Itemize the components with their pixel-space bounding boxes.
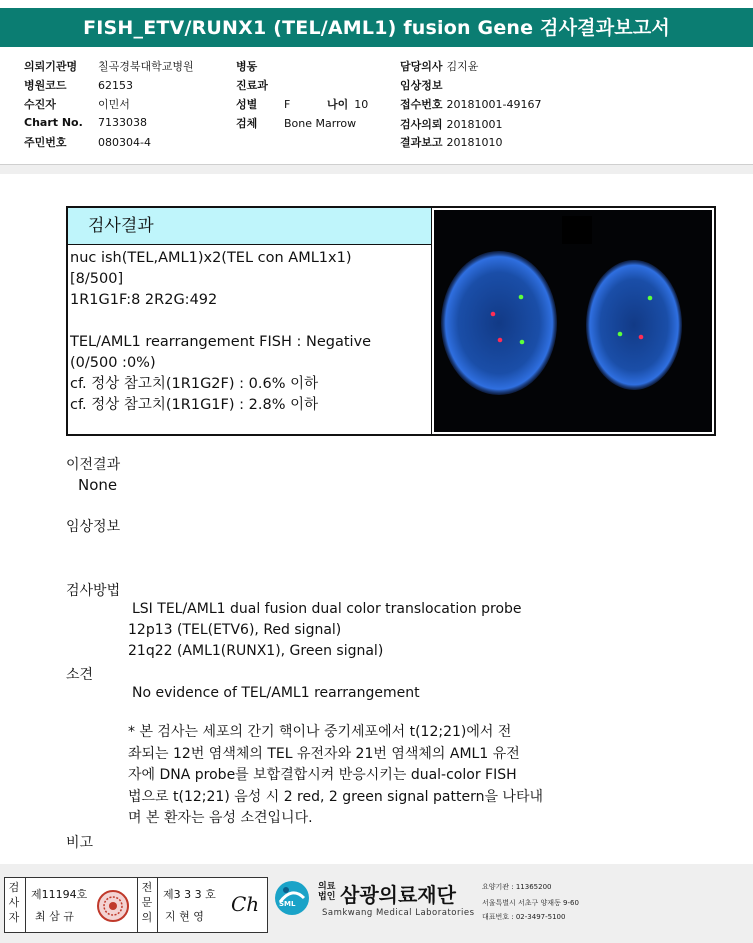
- sml-logo-icon: [272, 878, 312, 918]
- fish-dark-patch: [562, 216, 592, 244]
- result-line: cf. 정상 참고치(1R1G2F) : 0.6% 이하: [70, 376, 319, 392]
- field-report-date: 결과보고 20181010: [400, 136, 503, 149]
- header-shadow-band: [0, 165, 753, 174]
- specialist-license-no: 제3 3 3 호: [163, 888, 216, 901]
- result-heading: 검사결과: [68, 208, 432, 245]
- field-age: 나이 10: [327, 98, 369, 111]
- org-english-name: Samkwang Medical Laboratories: [322, 908, 475, 918]
- field-hospital-code: 병원코드 62153: [24, 79, 133, 92]
- org-type-label: 의료 법인: [318, 882, 336, 902]
- organization-logo-area: [270, 872, 750, 938]
- green-signal: [519, 295, 524, 300]
- result-line: cf. 정상 참고치(1R1G1F) : 2.8% 이하: [70, 397, 319, 413]
- note-line: * 본 검사는 세포의 간기 핵이나 중기세포에서 t(12;21)에서 전: [128, 724, 512, 740]
- signature-box: [4, 877, 268, 933]
- remarks-label: 비고: [66, 835, 94, 851]
- field-sex: 성별 F: [236, 98, 291, 111]
- specialist-signature: Ch: [231, 892, 260, 916]
- field-ward: 병동: [236, 60, 258, 73]
- result-line: 1R1G1F:8 2R2G:492: [70, 292, 218, 308]
- examiner-seal-icon: [95, 888, 131, 924]
- examiner-vertical-label: 검 사 자: [8, 881, 20, 924]
- method-label: 검사방법: [66, 583, 121, 599]
- note-line: 자에 DNA probe를 보합결합시켜 반응시키는 dual-color FISH: [128, 767, 517, 783]
- findings-value: No evidence of TEL/AML1 rearrangement: [132, 685, 420, 701]
- method-line: LSI TEL/AML1 dual fusion dual color translocation probe: [132, 601, 522, 617]
- red-signal: [639, 335, 644, 340]
- field-receipt-no: 접수번호 20181001-49167: [400, 98, 542, 111]
- field-doctor: 담당의사 김지윤: [400, 60, 479, 73]
- field-clinical-info: 임상정보: [400, 79, 443, 92]
- method-line: 21q22 (AML1(RUNX1), Green signal): [128, 643, 384, 659]
- result-line: TEL/AML1 rearrangement FISH : Negative: [70, 334, 372, 350]
- field-chart-no: Chart No. 7133038: [24, 116, 147, 129]
- result-line: [8/500]: [70, 271, 124, 287]
- red-signal: [491, 312, 496, 317]
- result-line: nuc ish(TEL,AML1)x2(TEL con AML1x1): [70, 250, 352, 266]
- specialist-vertical-label: 전 문 의: [141, 881, 153, 924]
- field-request-date: 검사의뢰 20181001: [400, 118, 503, 131]
- field-specimen: 검체 Bone Marrow: [236, 117, 357, 130]
- clinical-info-label: 임상정보: [66, 519, 121, 535]
- nucleus-right: [586, 260, 682, 390]
- green-signal: [520, 340, 525, 345]
- findings-label: 소견: [66, 667, 94, 683]
- green-signal: [618, 332, 623, 337]
- sign-divider: [157, 878, 158, 932]
- method-note: [128, 722, 603, 830]
- result-box: [66, 206, 716, 436]
- org-name: 삼광의료재단: [340, 883, 456, 907]
- red-signal: [498, 338, 503, 343]
- examiner-name: 최 삼 규: [35, 910, 74, 923]
- nucleus-left: [441, 251, 557, 395]
- org-address: 서울특별시 서초구 양재동 9-60: [482, 899, 579, 907]
- field-institution: 의뢰기관명 칠곡경북대학교병원: [24, 60, 194, 73]
- previous-result-value: None: [78, 476, 118, 494]
- method-line: 12p13 (TEL(ETV6), Red signal): [128, 622, 342, 638]
- examiner-license-no: 제11194호: [31, 888, 88, 901]
- org-code: 요양기관 : 11365200: [482, 883, 552, 891]
- note-line: 며 본 환자는 음성 소견입니다.: [128, 810, 313, 826]
- sml-logo-text: SML: [279, 900, 296, 908]
- report-title: FISH_ETV/RUNX1 (TEL/AML1) fusion Gene 검사결과보고서: [0, 8, 753, 47]
- org-phone: 대표번호 : 02-3497-5100: [482, 913, 566, 921]
- sign-divider: [25, 878, 26, 932]
- result-line: [70, 311, 431, 332]
- field-patient: 수진자 이민서: [24, 98, 130, 111]
- green-signal: [648, 296, 653, 301]
- previous-result-label: 이전결과: [66, 457, 121, 473]
- fish-microscopy-image: [434, 210, 712, 432]
- field-resident-no: 주민번호 080304-4: [24, 136, 151, 149]
- result-text: [68, 245, 432, 434]
- field-department: 진료과: [236, 79, 268, 92]
- note-line: 법으로 t(12;21) 음성 시 2 red, 2 green signal pattern을 나타내: [128, 788, 544, 805]
- note-line: 좌되는 12번 염색체의 TEL 유전자와 21번 염색체의 AML1 유전: [128, 745, 520, 762]
- result-line: (0/500 :0%): [70, 355, 156, 371]
- specialist-name: 지 현 영: [165, 910, 204, 923]
